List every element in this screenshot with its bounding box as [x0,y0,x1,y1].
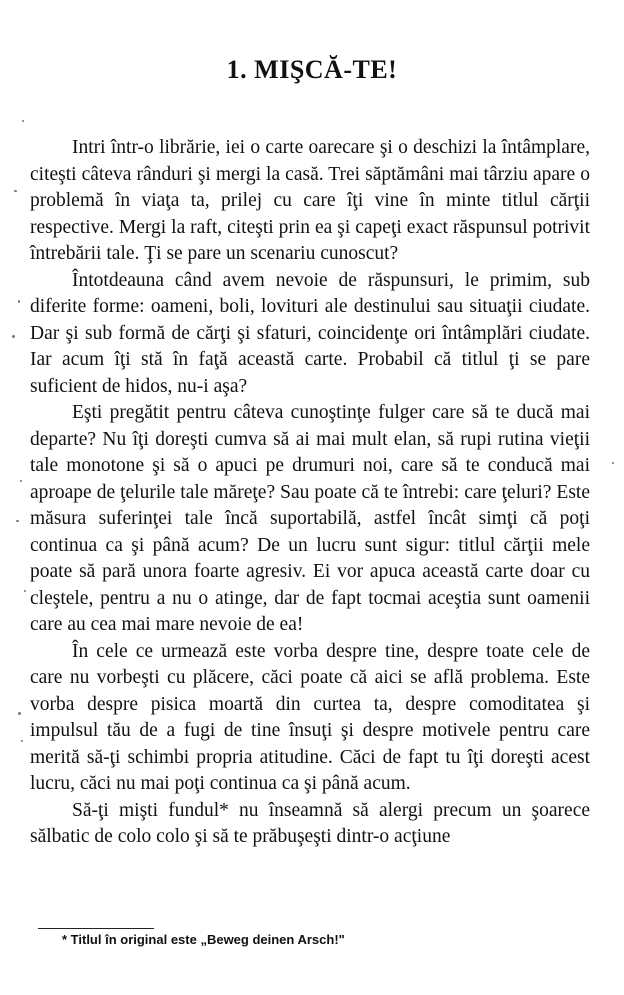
footnote: * Titlul în original este „Beweg deinen Arsch!" [62,932,345,947]
paragraph-2: Întotdeauna când avem nevoie de răspunsuri, le primim, sub diferite forme: oameni, boli, lovituri ale destinului sau situaţii ciudate. Dar şi sub formă de cărţi şi sfaturi, coincidenţe ori întâmplări ciudate. Iar acum îţi stă în faţă această carte. Probabil că titlul ţi se pare suficient de hidos, nu-i aşa? [30,269,590,397]
chapter-title: 1. MIŞCĂ-TE! [226,55,398,84]
paragraph-5: Să-ţi mişti fundul* nu înseamnă să alergi precum un şoarece sălbatic de colo colo şi să te prăbuşeşti dintr-o acţiune [30,799,590,847]
paragraph-3: Eşti pregătit pentru câteva cunoştinţe fulger care să te ducă mai departe? Nu îţi doreşti cumva să ai mai mult elan, să rupi rutina vieţii tale monotone şi să o apuci pe drumuri noi, care să te conducă mai aproape de ţelurile tale măreţe? Sau poate că te întrebi: care ţeluri? Este măsura suferinţei tale încă suportabilă, astfel încât simţi că poţi continua ca şi până acum? De un lucru sunt sigur: titlul cărţii mele poate să pară unora foarte agresiv. Ei vor apuca această carte doar cu cleştele, pentru a nu o atinge, dar de fapt tocmai aceştia sunt oamenii care au cea mai mare nevoie de ea! [30,402,590,635]
paragraph-4: În cele ce urmează este vorba despre tine, despre toate cele de care nu vorbeşti cu plăcere, căci poate că aici se află problema. Este vorba despre pisica moartă din curtea ta, despre comoditatea şi impulsul tău de a fugi de tine însuţi şi despre motivele pentru care merită să-ţi schimbi propria atitudine. Căci de fapt tu îţi doreşti acest lucru, căci nu mai poţi continua ca şi până acum. [30,640,590,794]
paragraph-1: Intri într-o librărie, iei o carte oarecare şi o deschizi la întâmplare, citeşti câteva rânduri şi mergi la casă. Trei săptămâni mai târziu apare o problemă în viaţa ta, prilej cu care îţi vine în minte titlul cărţii respective. Mergi la raft, citeşti prin ea şi capeţi exact răspunsul potrivit întrebării tale. Ţi se pare un scenariu cunoscut? [30,137,590,264]
footnote-rule [38,928,154,929]
chapter-body [30,135,590,851]
